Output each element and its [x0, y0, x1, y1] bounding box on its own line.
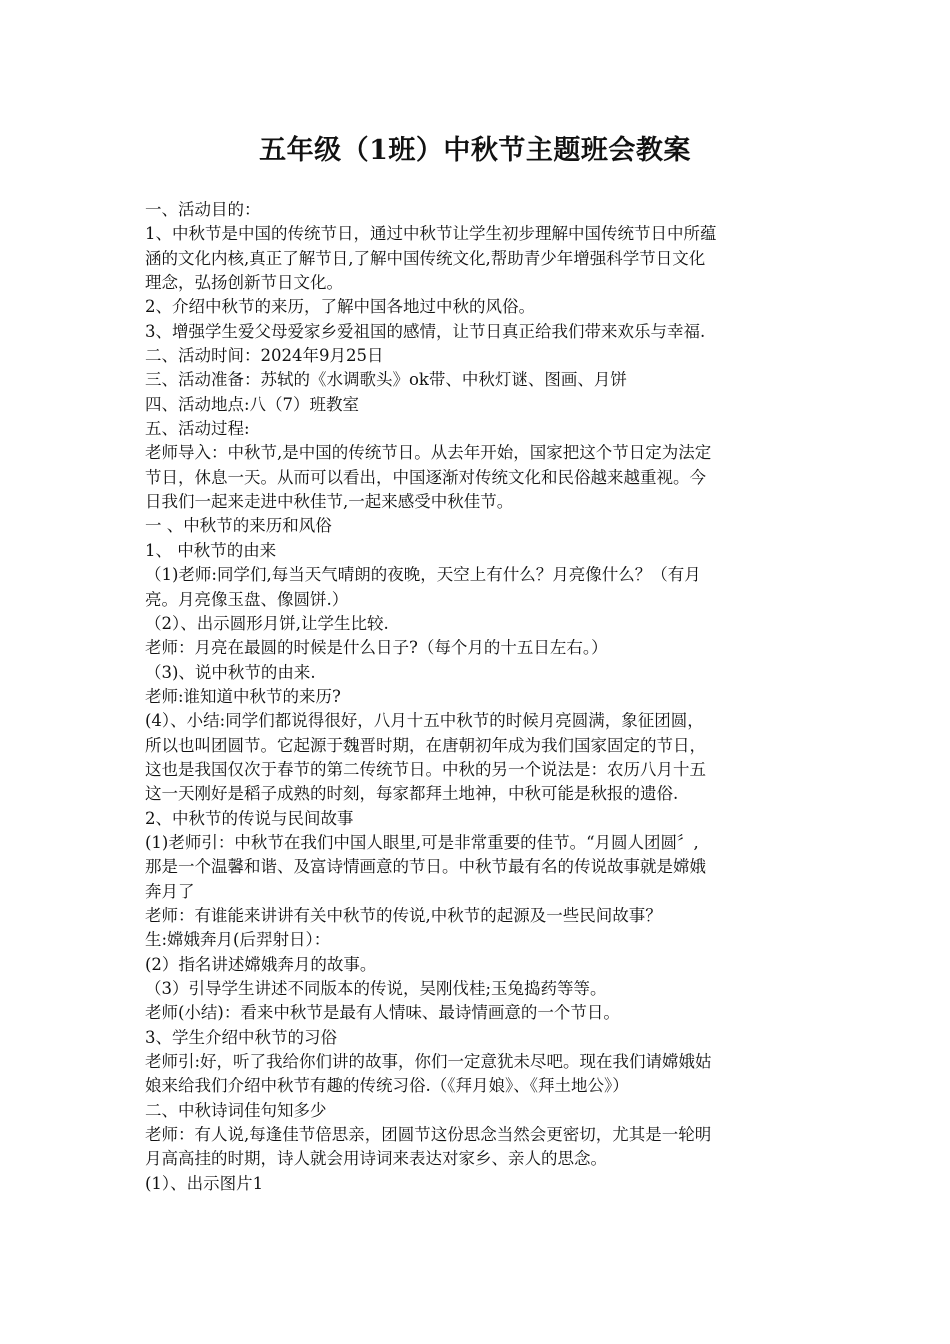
text-line: 节日，休息一天。从而可以看出，中国逐渐对传统文化和民俗越来越重视。今: [145, 467, 706, 487]
text-line: 3、增强学生爱父母爱家乡爱祖国的感情，让节日真正给我们带来欢乐与幸福.: [145, 321, 706, 341]
text-line: 一 、中秋节的来历和风俗: [145, 516, 332, 536]
document-title: 五年级（1班）中秋节主题班会教案: [259, 135, 691, 166]
text-line: 生:嫦娥奔月(后羿射日）：: [145, 930, 331, 950]
text-line: 日我们一起来走进中秋佳节,一起来感受中秋佳节。: [145, 492, 514, 512]
text-line: (1）、出示图片1: [145, 1173, 264, 1193]
text-line: 亮。月亮像玉盘、像圆饼.）: [145, 589, 349, 609]
text-line: 老师：月亮在最圆的时候是什么日子?（每个月的十五日左右。）: [145, 638, 608, 658]
text-line: 1、中秋节是中国的传统节日，通过中秋节让学生初步理解中国传统节日中所蕴: [145, 224, 717, 244]
text-line: 四、活动地点:八（7）班教室: [145, 394, 360, 414]
text-line: 理念，弘扬创新节日文化。: [145, 273, 343, 293]
text-line: 娘来给我们介绍中秋节有趣的传统习俗.（《拜月娘》、《拜土地公》）: [145, 1076, 629, 1096]
text-line: 一、活动目的：: [145, 200, 261, 219]
document-body: [145, 198, 810, 1196]
text-line: 二、活动时间：2024年9月25日: [145, 346, 384, 366]
text-line: (4）、小结:同学们都说得很好，八月十五中秋节的时候月亮圆满，象征团圆，: [145, 711, 704, 731]
text-line: 五、活动过程:: [145, 419, 250, 439]
text-line: 月高高挂的时期，诗人就会用诗词来表达对家乡、亲人的思念。: [145, 1149, 607, 1169]
text-line: （1)老师:同学们,每当天气晴朗的夜晚，天空上有什么？月亮像什么？（有月: [145, 565, 701, 585]
text-line: 1、 中秋节的由来: [145, 540, 277, 560]
text-line: 老师:谁知道中秋节的来历?: [145, 686, 341, 706]
text-line: 2、中秋节的传说与民间故事: [145, 808, 354, 828]
text-line: 那是一个温馨和谐、及富诗情画意的节日。中秋节最有名的传说故事就是嫦娥: [145, 857, 706, 877]
text-line: 2、介绍中秋节的来历，了解中国各地过中秋的风俗。: [145, 297, 535, 317]
text-line: 奔月了: [145, 881, 195, 901]
text-line: 涵的文化内核,真正了解节日,了解中国传统文化,帮助青少年增强科学节日文化: [145, 248, 706, 268]
text-line: 所以也叫团圆节。它起源于魏晋时期，在唐朝初年成为我们国家固定的节日，: [145, 735, 706, 755]
text-line: （3)、说中秋节的由来.: [145, 662, 316, 682]
text-line: 这一天刚好是稻子成熟的时刻，每家都拜土地神，中秋可能是秋报的遗俗.: [145, 784, 679, 804]
text-line: （3）引导学生讲述不同版本的传说，吴刚伐桂;玉兔捣药等等。: [145, 979, 607, 998]
text-line: 三、活动准备：苏轼的《水调歌头》ok带、中秋灯谜、图画、月饼: [145, 370, 627, 390]
text-line: (1)老师引：中秋节在我们中国人眼里,可是非常重要的佳节。“月圆人团圆〞,: [145, 832, 699, 852]
text-line: (2）指名讲述嫦娥奔月的故事。: [145, 954, 377, 974]
text-line: 3、学生介绍中秋节的习俗: [145, 1027, 337, 1047]
text-line: 老师导入：中秋节,是中国的传统节日。从去年开始，国家把这个节日定为法定: [145, 443, 712, 463]
text-line: 老师：有人说,每逢佳节倍思亲，团圆节这份思念当然会更密切，尤其是一轮明: [145, 1125, 712, 1145]
text-line: 老师(小结)：看来中秋节是最有人情味、最诗情画意的一个节日。: [145, 1003, 620, 1023]
text-line: （2）、出示圆形月饼,让学生比较.: [145, 613, 389, 633]
text-line: 老师引:好，听了我给你们讲的故事，你们一定意犹未尽吧。现在我们请嫦娥姑: [145, 1052, 712, 1072]
text-line: 二、中秋诗词佳句知多少: [145, 1100, 327, 1120]
text-line: 老师：有谁能来讲讲有关中秋节的传说,中秋节的起源及一些民间故事？: [145, 905, 662, 925]
text-line: 这也是我国仅次于春节的第二传统节日。中秋的另一个说法是：农历八月十五: [145, 759, 706, 779]
